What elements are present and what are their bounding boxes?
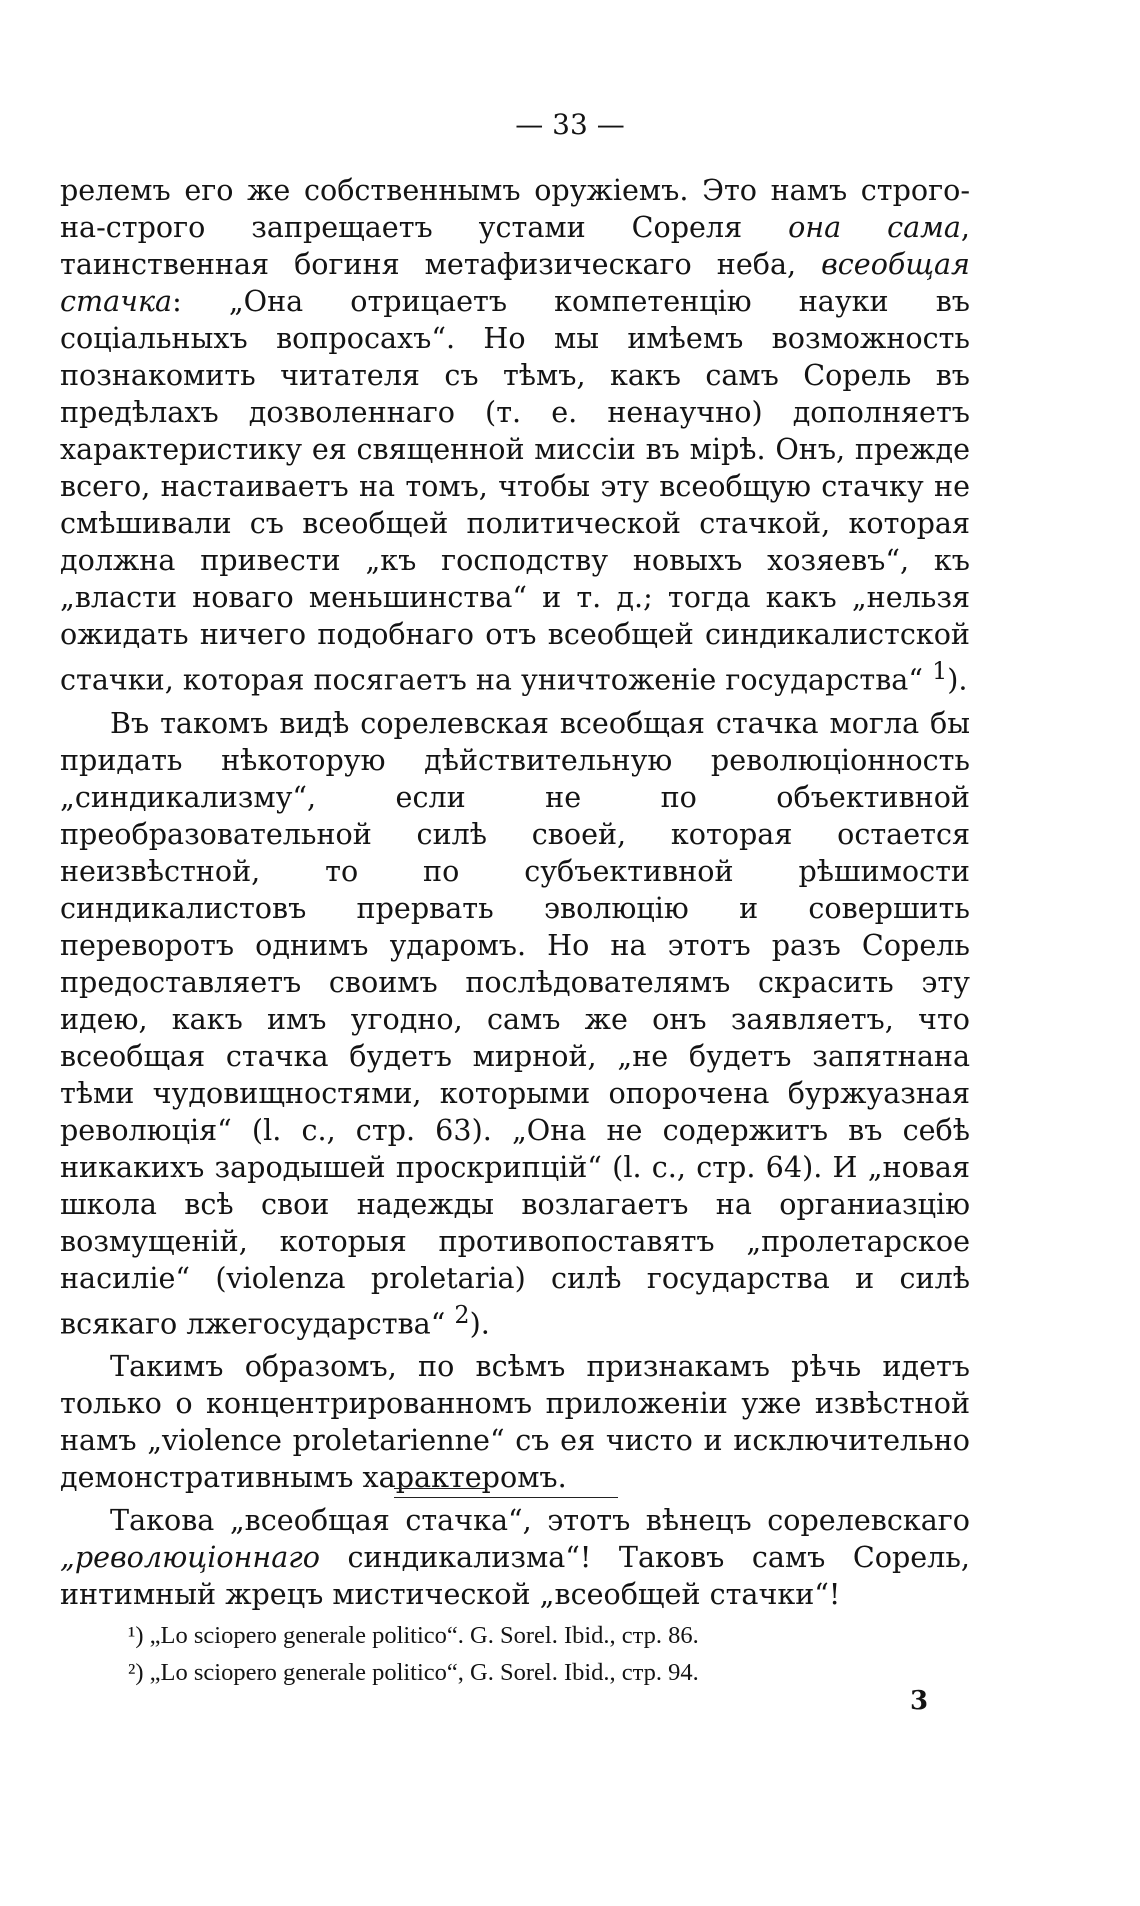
footnote-1 [128,1617,908,1654]
paragraph-4-italic-1: „революціоннаго [60,1540,320,1575]
paragraph-2 [60,705,970,1343]
footnote-1-text: „Lo sciopero generale politico“. G. Sorel. Ibid., стр. 86. [149,1622,699,1649]
paragraph-1-text-3: : „Она отрицаетъ компетенцію науки въ соціальныхъ вопросахъ“. Но мы имѣемъ возможность познакомить читателя съ тѣмъ, какъ самъ Сорель въ предѣлахъ дозволеннаго (т. е. ненаучно) дополняетъ характеристику ея священной миссіи въ мірѣ. Онъ, прежде всего, настаиваетъ на томъ, чтобы эту всеобщую стачку не смѣшивали съ всеобщей политической стачкой, которая должна привести „къ господству новыхъ хозяевъ“, къ „власти новаго меньшинства“ и т. д.; тогда какъ „нельзя ожидать ничего подобнаго отъ всеобщей синдикалистской стачки, которая посягаетъ на уничтоженіе государства“ [60,284,970,697]
paragraph-4 [60,1502,970,1613]
footnote-2-text: „Lo sciopero generale politico“, G. Sorel. Ibid., стр. 94. [149,1659,699,1686]
paragraph-2-text-1: Въ такомъ видѣ сорелевская всеобщая стачка могла бы придать нѣкоторую дѣйствительную революціонность „синдикализму“, если не по объективной преобразовательной силѣ своей, которая остается неизвѣстной, то по субъективной рѣшимости синдикалистовъ прервать эволюцію и совершить переворотъ однимъ ударомъ. Но на этотъ разъ Сорель предоставляетъ своимъ послѣдователямъ скрасить эту идею, какъ имъ угодно, самъ же онъ заявляетъ, что всеобщая стачка будетъ мирной, „не будетъ запятнана тѣми чудовищностями, которыми опорочена буржуазная революція“ (l. c., стр. 63). „Она не содержитъ въ себѣ никакихъ зародышей проскрипцій“ (l. c., стр. 64). И „новая школа всѣ свои надежды возлагаетъ на органиазцію возмущеній, которыя противопоставятъ „пролетарское насиліе“ (violenza proletaria) силѣ государства и силѣ всякаго лжегосударства“ [60,705,970,1341]
footnote-2-marker: ²) [128,1659,144,1686]
footnotes [128,1617,908,1691]
paragraph-3 [60,1348,970,1496]
end-rule-short [394,1488,486,1489]
paragraph-1-text-2: , таинственная богиня метафизическаго неба, [60,210,970,281]
paragraph-1 [60,172,970,699]
paragraph-1-text-4: ). [947,662,968,697]
paragraph-1-italic-1: она сама [788,210,961,244]
end-rule-long [394,1497,618,1498]
footnote-ref-1: 1 [932,657,948,685]
paragraph-1-text-1: релемъ его же собственнымъ оружіемъ. Это намъ строго-на-строго запрещаетъ устами Сореля [60,173,970,244]
paragraph-2-text-2: ). [469,1306,490,1341]
page-number: — 33 — [515,108,625,141]
footnote-2 [128,1654,908,1691]
paragraph-4-text-2: синдикализма“! Таковъ самъ Сорель, интимный жрецъ мистической „всеобщей стачки“! [60,1540,970,1612]
signature-mark: 3 [910,1686,929,1716]
paragraph-4-text-1: Такова „всеобщая стачка“, этотъ вѣнецъ сорелевскаго [110,1503,970,1538]
paragraph-3-text: Такимъ образомъ, по всѣмъ признакамъ рѣчь идетъ только о концентрированномъ приложеніи уже извѣстной намъ „violence proletarienne“ съ ея чисто и исключительно демонстративнымъ характеромъ. [60,1349,970,1495]
paragraph-1-italic-2: всеобщая стачка [60,247,970,318]
body-text [60,172,970,1619]
footnote-1-marker: ¹) [128,1622,144,1649]
footnote-ref-2: 2 [454,1300,470,1329]
